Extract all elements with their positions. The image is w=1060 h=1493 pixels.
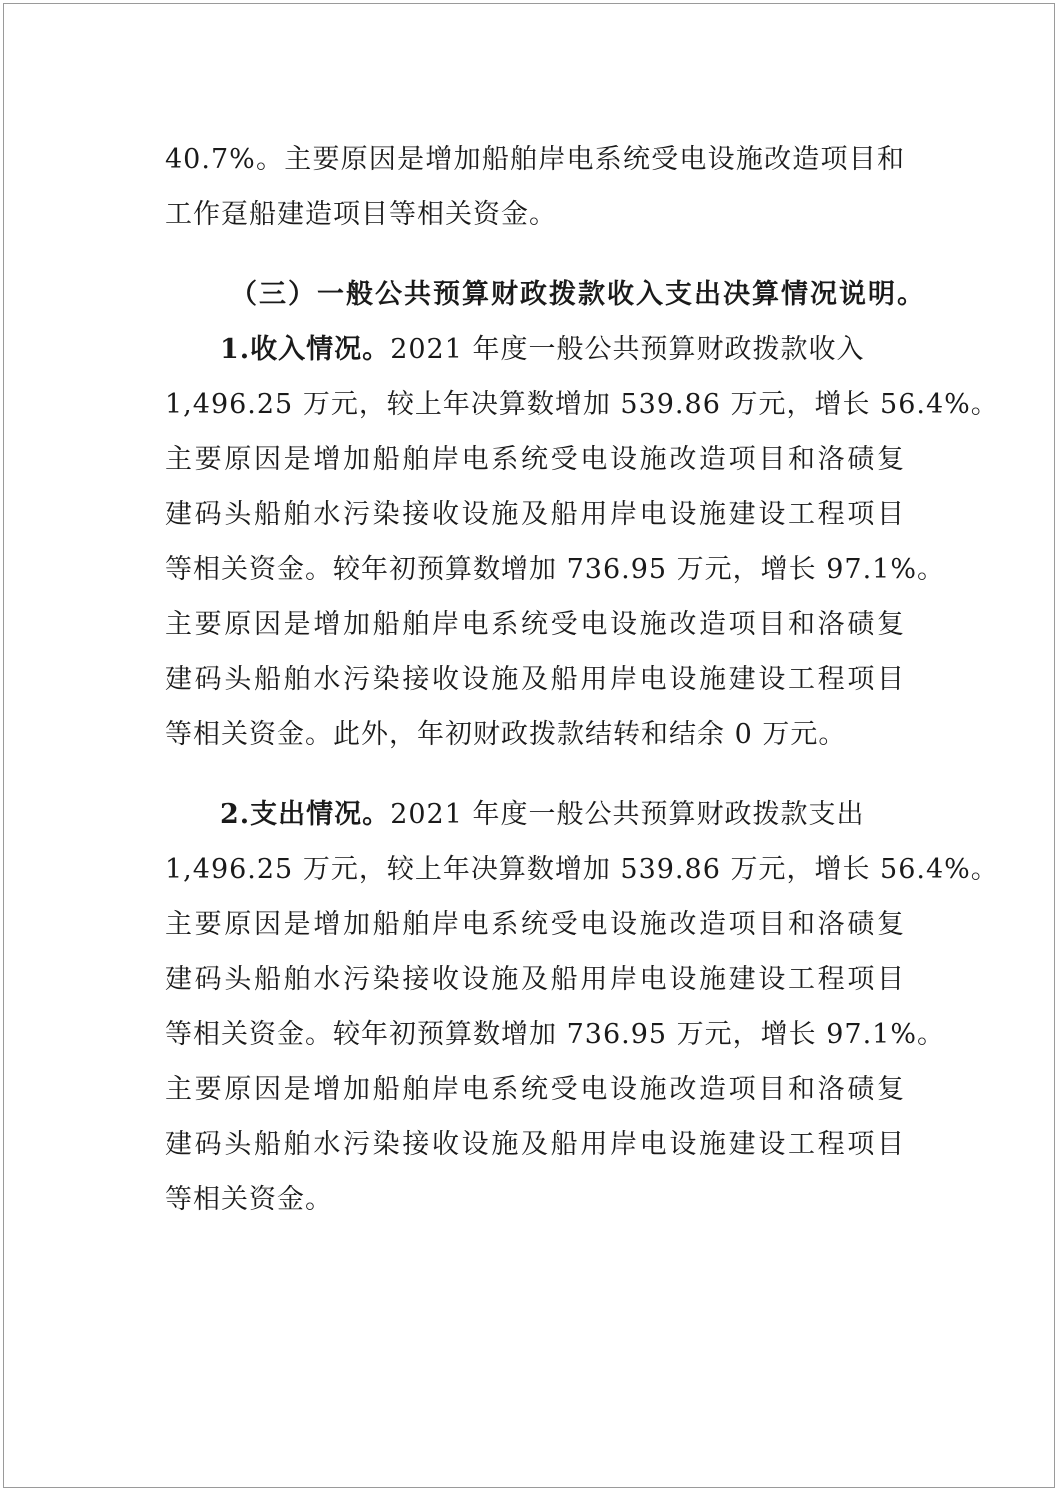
expense-line-1-text: 2021 年度一般公共预算财政拨款支出 bbox=[390, 799, 865, 830]
expense-line-1 bbox=[220, 795, 905, 835]
expense-label: 2.支出情况。 bbox=[220, 799, 391, 830]
intro-line-1: 40.7%。主要原因是增加船舶岸电系统受电设施改造项目和 bbox=[165, 144, 905, 175]
income-line-6: 主要原因是增加船舶岸电系统受电设施改造项目和洛碛复 bbox=[165, 609, 905, 640]
income-line-5: 等相关资金。较年初预算数增加 736.95 万元，增长 97.1%。 bbox=[165, 554, 945, 585]
expense-line-3: 主要原因是增加船舶岸电系统受电设施改造项目和洛碛复 bbox=[165, 909, 905, 940]
income-line-3: 主要原因是增加船舶岸电系统受电设施改造项目和洛碛复 bbox=[165, 444, 905, 475]
income-line-1-text: 2021 年度一般公共预算财政拨款收入 bbox=[390, 334, 865, 365]
income-line-4: 建码头船舶水污染接收设施及船用岸电设施建设工程项目 bbox=[165, 499, 905, 530]
expense-line-6: 主要原因是增加船舶岸电系统受电设施改造项目和洛碛复 bbox=[165, 1074, 905, 1105]
income-label: 1.收入情况。 bbox=[220, 334, 391, 365]
income-line-1 bbox=[220, 330, 905, 370]
expense-line-4: 建码头船舶水污染接收设施及船用岸电设施建设工程项目 bbox=[165, 964, 905, 995]
expense-line-2: 1,496.25 万元，较上年决算数增加 539.86 万元，增长 56.4%。 bbox=[165, 854, 999, 885]
income-line-7: 建码头船舶水污染接收设施及船用岸电设施建设工程项目 bbox=[165, 664, 905, 695]
intro-line-2: 工作趸船建造项目等相关资金。 bbox=[165, 199, 557, 230]
section-heading: （三）一般公共预算财政拨款收入支出决算情况说明。 bbox=[230, 279, 926, 310]
income-line-2: 1,496.25 万元，较上年决算数增加 539.86 万元，增长 56.4%。 bbox=[165, 389, 999, 420]
expense-line-7: 建码头船舶水污染接收设施及船用岸电设施建设工程项目 bbox=[165, 1129, 905, 1160]
income-line-8: 等相关资金。此外，年初财政拨款结转和结余 0 万元。 bbox=[165, 719, 847, 750]
expense-line-8: 等相关资金。 bbox=[165, 1184, 333, 1215]
expense-line-5: 等相关资金。较年初预算数增加 736.95 万元，增长 97.1%。 bbox=[165, 1019, 945, 1050]
